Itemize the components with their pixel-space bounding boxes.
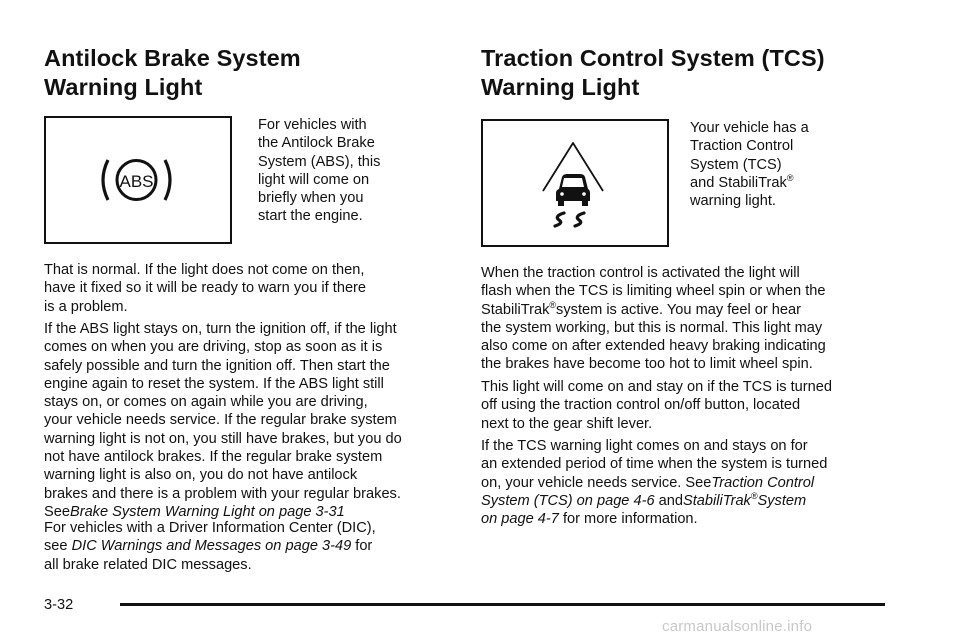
tcs-intro-text: Your vehicle has a Traction Control System (TCS) and StabiliTrak® warning light.: [690, 120, 809, 210]
watermark: carmanualsonline.info: [662, 618, 813, 635]
tcs-heading-line2: Warning Light: [481, 74, 640, 100]
tcs-link-part1[interactable]: Traction Control: [711, 474, 815, 491]
abs-paragraph-1: That is normal. If the light does not come on then, have it fixed so it will be ready to warn you if there is a problem.: [44, 262, 367, 315]
traction-control-icon: [483, 121, 667, 245]
tcs-warning-light-box: [481, 119, 669, 247]
footer-rule: [120, 603, 885, 606]
tcs-paragraph-1: When the traction control is activated the light will flash when the TCS is limiting wheel spin or when the StabiliTrak®system is active. You may feel or hear the system working, but this is normal. This light may also come on after extended heavy braking indicating the brakes have become too hot to limit wheel spin.: [481, 265, 826, 373]
page-number: 3-32: [44, 597, 74, 613]
tcs-paragraph-3: If the TCS warning light comes on and stays on for an extended period of time when the system is turned on, your vehicle needs service. SeeTraction Control System (TCS) on page 4-6 andStabiliTrak®System on page 4-7 for more information.: [481, 438, 828, 528]
abs-warning-light-icon: [46, 118, 230, 242]
abs-warning-light-box: [44, 116, 232, 244]
tcs-link-part2[interactable]: System (TCS) on page 4-6: [481, 492, 655, 509]
abs-symbol-text: ABS: [119, 172, 154, 191]
dic-warnings-link[interactable]: DIC Warnings and Messages on page 3-49: [71, 538, 352, 555]
tcs-heading-line1: Traction Control System (TCS): [481, 45, 825, 71]
abs-paragraph-3: For vehicles with a Driver Information Center (DIC), see DIC Warnings and Messages on page 3-49 for all brake related DIC messages.: [44, 520, 376, 573]
brake-system-warning-link[interactable]: Brake System Warning Light on page 3-31: [69, 503, 345, 520]
abs-heading-line1: Antilock Brake System: [44, 45, 301, 71]
tcs-paragraph-2: This light will come on and stay on if the TCS is turned off using the traction control on/off button, located next to the gear shift lever.: [481, 379, 832, 432]
abs-paragraph-2: If the ABS light stays on, turn the ignition off, if the light comes on when you are driving, stop as soon as it is safely possible and turn the ignition off. Then start the engine again to reset the system. If the ABS light still stays on, or comes on again while you are driving, your vehicle needs service. If the regular brake system warning light is not on, you still have brakes, but you do not have antilock brakes. If the regular brake system warning light is also on, you do not have antilock brakes and there is a problem with your regular brakes. SeeBrake System Warning Light on page 3-31: [44, 321, 402, 520]
stabilitrak-link-page[interactable]: on page 4-7: [481, 511, 559, 528]
abs-intro-text: For vehicles with the Antilock Brake System (ABS), this light will come on briefly when you start the engine.: [258, 117, 381, 225]
abs-heading-line2: Warning Light: [44, 74, 203, 100]
stabilitrak-link[interactable]: StabiliTrak®System: [683, 490, 807, 509]
